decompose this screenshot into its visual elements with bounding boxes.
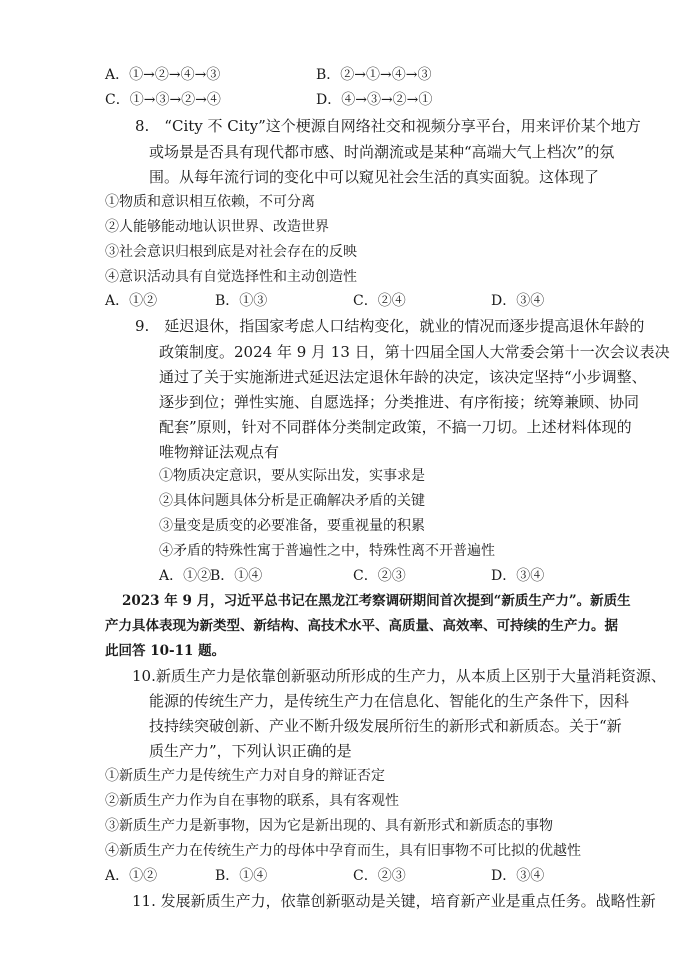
intro-line: 2023 年 9 月，习近平总书记在黑龙江考察调研期间首次提到“新质生产力”。新质生 xyxy=(122,593,631,609)
q8-stem-line: 或场景是否具有现代都市感、时尚潮流或是某种“高端大气上档次”的氛 xyxy=(149,143,615,161)
q10-item: ③新质生产力是新事物，因为它是新出现的、具有新形式和新质态的事物 xyxy=(105,818,553,834)
q8-option-d[interactable]: D．③④ xyxy=(491,293,545,309)
q8-item: ①物质和意识相互依赖，不可分离 xyxy=(105,194,315,210)
q8-item: ④意识活动具有自觉选择性和主动创造性 xyxy=(105,269,357,285)
q8-option-c[interactable]: C．②④ xyxy=(353,293,406,309)
q10-option-c[interactable]: C．②③ xyxy=(353,868,406,884)
q9-stem-line: 配套”原则，针对不同群体分类制定政策，不搞一刀切。上述材料体现的 xyxy=(159,418,632,436)
q10-item: ④新质生产力在传统生产力的母体中孕育而生，具有旧事物不可比拟的优越性 xyxy=(105,843,581,859)
q9-stem-line: 9. 延迟退休，指国家考虑人口结构变化，就业的情况而逐步提高退休年龄的 xyxy=(135,317,645,335)
q10-option-b[interactable]: B．①④ xyxy=(215,868,268,884)
q10-item: ①新质生产力是传统生产力对自身的辩证否定 xyxy=(105,768,385,784)
q7-option-a[interactable]: A．①→②→④→③ xyxy=(105,67,221,83)
q9-stem-line: 唯物辩证法观点有 xyxy=(159,443,280,461)
q8-item: ②人能够能动地认识世界、改造世界 xyxy=(105,219,329,235)
q11-stem-line: 11. 发展新质生产力，依靠创新驱动是关键，培育新产业是重点任务。战略性新 xyxy=(132,892,656,910)
q9-stem-line: 逐步到位；弹性实施、自愿选择；分类推进、有序衔接；统筹兼顾、协同 xyxy=(159,393,640,411)
q9-option-d[interactable]: D．③④ xyxy=(491,568,545,584)
q10-stem-line: 质生产力”，下列认识正确的是 xyxy=(149,742,352,760)
q8-item: ③社会意识归根到底是对社会存在的反映 xyxy=(105,244,357,260)
q10-option-d[interactable]: D．③④ xyxy=(491,868,545,884)
q8-stem-line: 8. “City 不 City”这个梗源自网络社交和视频分享平台，用来评价某个地方 xyxy=(135,117,641,135)
q10-option-a[interactable]: A．①② xyxy=(105,868,158,884)
q9-option-c[interactable]: C．②③ xyxy=(353,568,406,584)
q7-option-c[interactable]: C．①→③→②→④ xyxy=(105,92,221,108)
q10-stem-line: 能源的传统生产力，是传统生产力在信息化、智能化的生产条件下，因科 xyxy=(149,692,630,710)
q10-stem-line: 10.新质生产力是依靠创新驱动所形成的生产力，从本质上区别于大量消耗资源、 xyxy=(132,667,666,685)
q8-option-b[interactable]: B．①③ xyxy=(215,293,268,309)
q10-stem-line: 技持续突破创新、产业不断升级发展所衍生的新形式和新质态。关于“新 xyxy=(149,717,622,735)
q9-stem-line: 通过了关于实施渐进式延迟法定退休年龄的决定，该决定坚持“小步调整、 xyxy=(159,368,647,386)
q9-option-a[interactable]: A．①② xyxy=(159,568,212,584)
intro-line: 此回答 10-11 题。 xyxy=(105,643,226,659)
q9-item: ④矛盾的特殊性寓于普遍性之中，特殊性离不开普遍性 xyxy=(159,543,495,559)
q9-item: ②具体问题具体分析是正确解决矛盾的关键 xyxy=(159,493,425,509)
q7-option-b[interactable]: B．②→①→④→③ xyxy=(316,67,432,83)
q9-option-b[interactable]: B．①④ xyxy=(210,568,263,584)
q9-item: ①物质决定意识，要从实际出发，实事求是 xyxy=(159,468,425,484)
q7-option-d[interactable]: D．④→③→②→① xyxy=(316,92,433,108)
q9-stem-line: 政策制度。2024 年 9 月 13 日，第十四届全国人大常委会第十一次会议表决 xyxy=(159,343,670,361)
q8-stem-line: 围。从每年流行词的变化中可以窥见社会生活的真实面貌。这体现了 xyxy=(149,168,600,186)
q9-item: ③量变是质变的必要准备，要重视量的积累 xyxy=(159,518,425,534)
q10-item: ②新质生产力作为自在事物的联系，具有客观性 xyxy=(105,793,399,809)
intro-line: 产力具体表现为新类型、新结构、高技术水平、高质量、高效率、可持续的生产力。据 xyxy=(105,618,618,634)
q8-option-a[interactable]: A．①② xyxy=(105,293,158,309)
